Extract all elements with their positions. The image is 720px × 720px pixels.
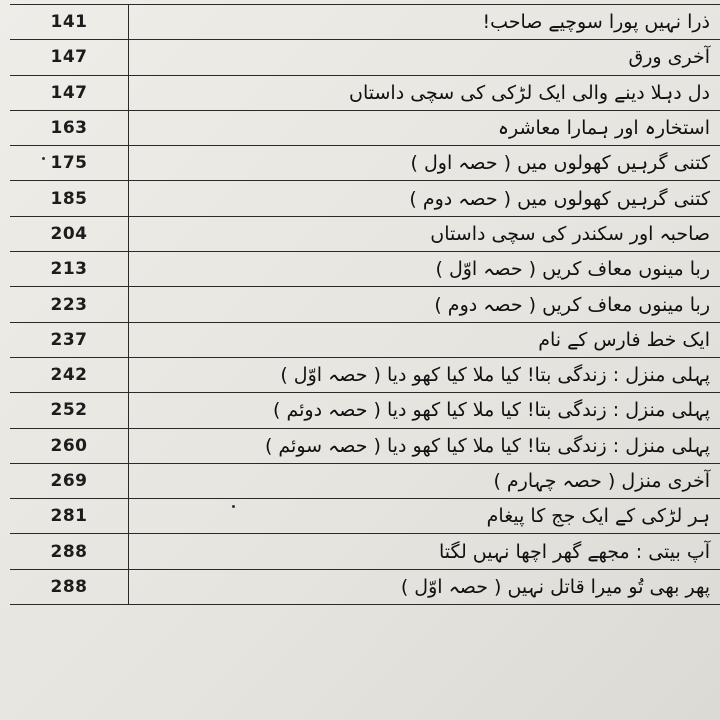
ink-speck xyxy=(42,157,45,160)
toc-row xyxy=(10,217,720,252)
toc-title: صاحبہ اور سکندر کی سچی داستاں xyxy=(430,222,710,245)
toc-row xyxy=(10,464,720,499)
toc-title: کتنی گرہیں کھولوں میں ( حصہ دوم ) xyxy=(409,187,710,210)
toc-title: پہلی منزل : زندگی بتا! کیا ملا کیا کھو دیا ( حصہ دوئم ) xyxy=(273,399,710,422)
toc-page-number: 288 xyxy=(10,570,129,604)
toc-page-number: 223 xyxy=(10,287,129,321)
toc-row xyxy=(10,252,720,287)
toc-title: آخری ورق xyxy=(628,46,710,69)
toc-title: کتنی گرہیں کھولوں میں ( حصہ اول ) xyxy=(410,152,710,175)
toc-row xyxy=(10,499,720,534)
ink-speck xyxy=(232,505,235,508)
toc-page-number: 237 xyxy=(10,323,129,357)
toc-row xyxy=(10,146,720,181)
toc-row xyxy=(10,40,720,75)
toc-title: ذرا نہیں پورا سوچیے صاحب! xyxy=(482,11,710,34)
toc-row xyxy=(10,358,720,393)
toc-title: ایک خط فارس کے نام xyxy=(538,328,710,351)
toc-page-number: 185 xyxy=(10,181,129,215)
table-of-contents xyxy=(10,4,720,605)
toc-row xyxy=(10,570,720,605)
toc-page-number: 260 xyxy=(10,429,129,463)
toc-page-number: 242 xyxy=(10,358,129,392)
toc-title: پہلی منزل : زندگی بتا! کیا ملا کیا کھو دیا ( حصہ اوّل ) xyxy=(280,364,710,387)
toc-row xyxy=(10,393,720,428)
toc-row xyxy=(10,76,720,111)
toc-page-number: 141 xyxy=(10,5,129,39)
toc-page-number: 213 xyxy=(10,252,129,286)
toc-page-number: 204 xyxy=(10,217,129,251)
toc-row xyxy=(10,287,720,322)
toc-row xyxy=(10,534,720,569)
toc-title: استخارہ اور ہمارا معاشرہ xyxy=(497,117,710,140)
toc-row xyxy=(10,5,720,40)
toc-title: ربا مینوں معاف کریں ( حصہ اوّل ) xyxy=(435,258,710,281)
toc-page-number: 147 xyxy=(10,76,129,110)
toc-page-number: 147 xyxy=(10,40,129,74)
toc-title: آخری منزل ( حصہ چہارم ) xyxy=(493,470,710,492)
toc-page-number: 163 xyxy=(10,111,129,145)
toc-row xyxy=(10,181,720,216)
toc-title: ربا مینوں معاف کریں ( حصہ دوم ) xyxy=(434,293,710,316)
toc-row xyxy=(10,429,720,464)
toc-title: ہر لڑکی کے ایک جج کا پیغام xyxy=(486,505,710,528)
toc-title: پہلی منزل : زندگی بتا! کیا ملا کیا کھو دیا ( حصہ سوئم ) xyxy=(264,434,710,457)
toc-page-number: 252 xyxy=(10,393,129,427)
toc-page-number: 175 xyxy=(10,146,129,180)
toc-row xyxy=(10,111,720,146)
toc-page-number: 288 xyxy=(10,534,129,568)
toc-row xyxy=(10,323,720,358)
toc-title: پھر بھی تُو میرا قاتل نہیں ( حصہ اوّل ) xyxy=(400,575,710,598)
toc-page-number: 269 xyxy=(10,464,129,498)
toc-title: آپ بیتی : مجھے گھر اچھا نہیں لگتا xyxy=(438,540,710,563)
toc-page-number: 281 xyxy=(10,499,129,533)
toc-title: دل دہلا دینے والی ایک لڑکی کی سچی داستاں xyxy=(349,81,710,104)
